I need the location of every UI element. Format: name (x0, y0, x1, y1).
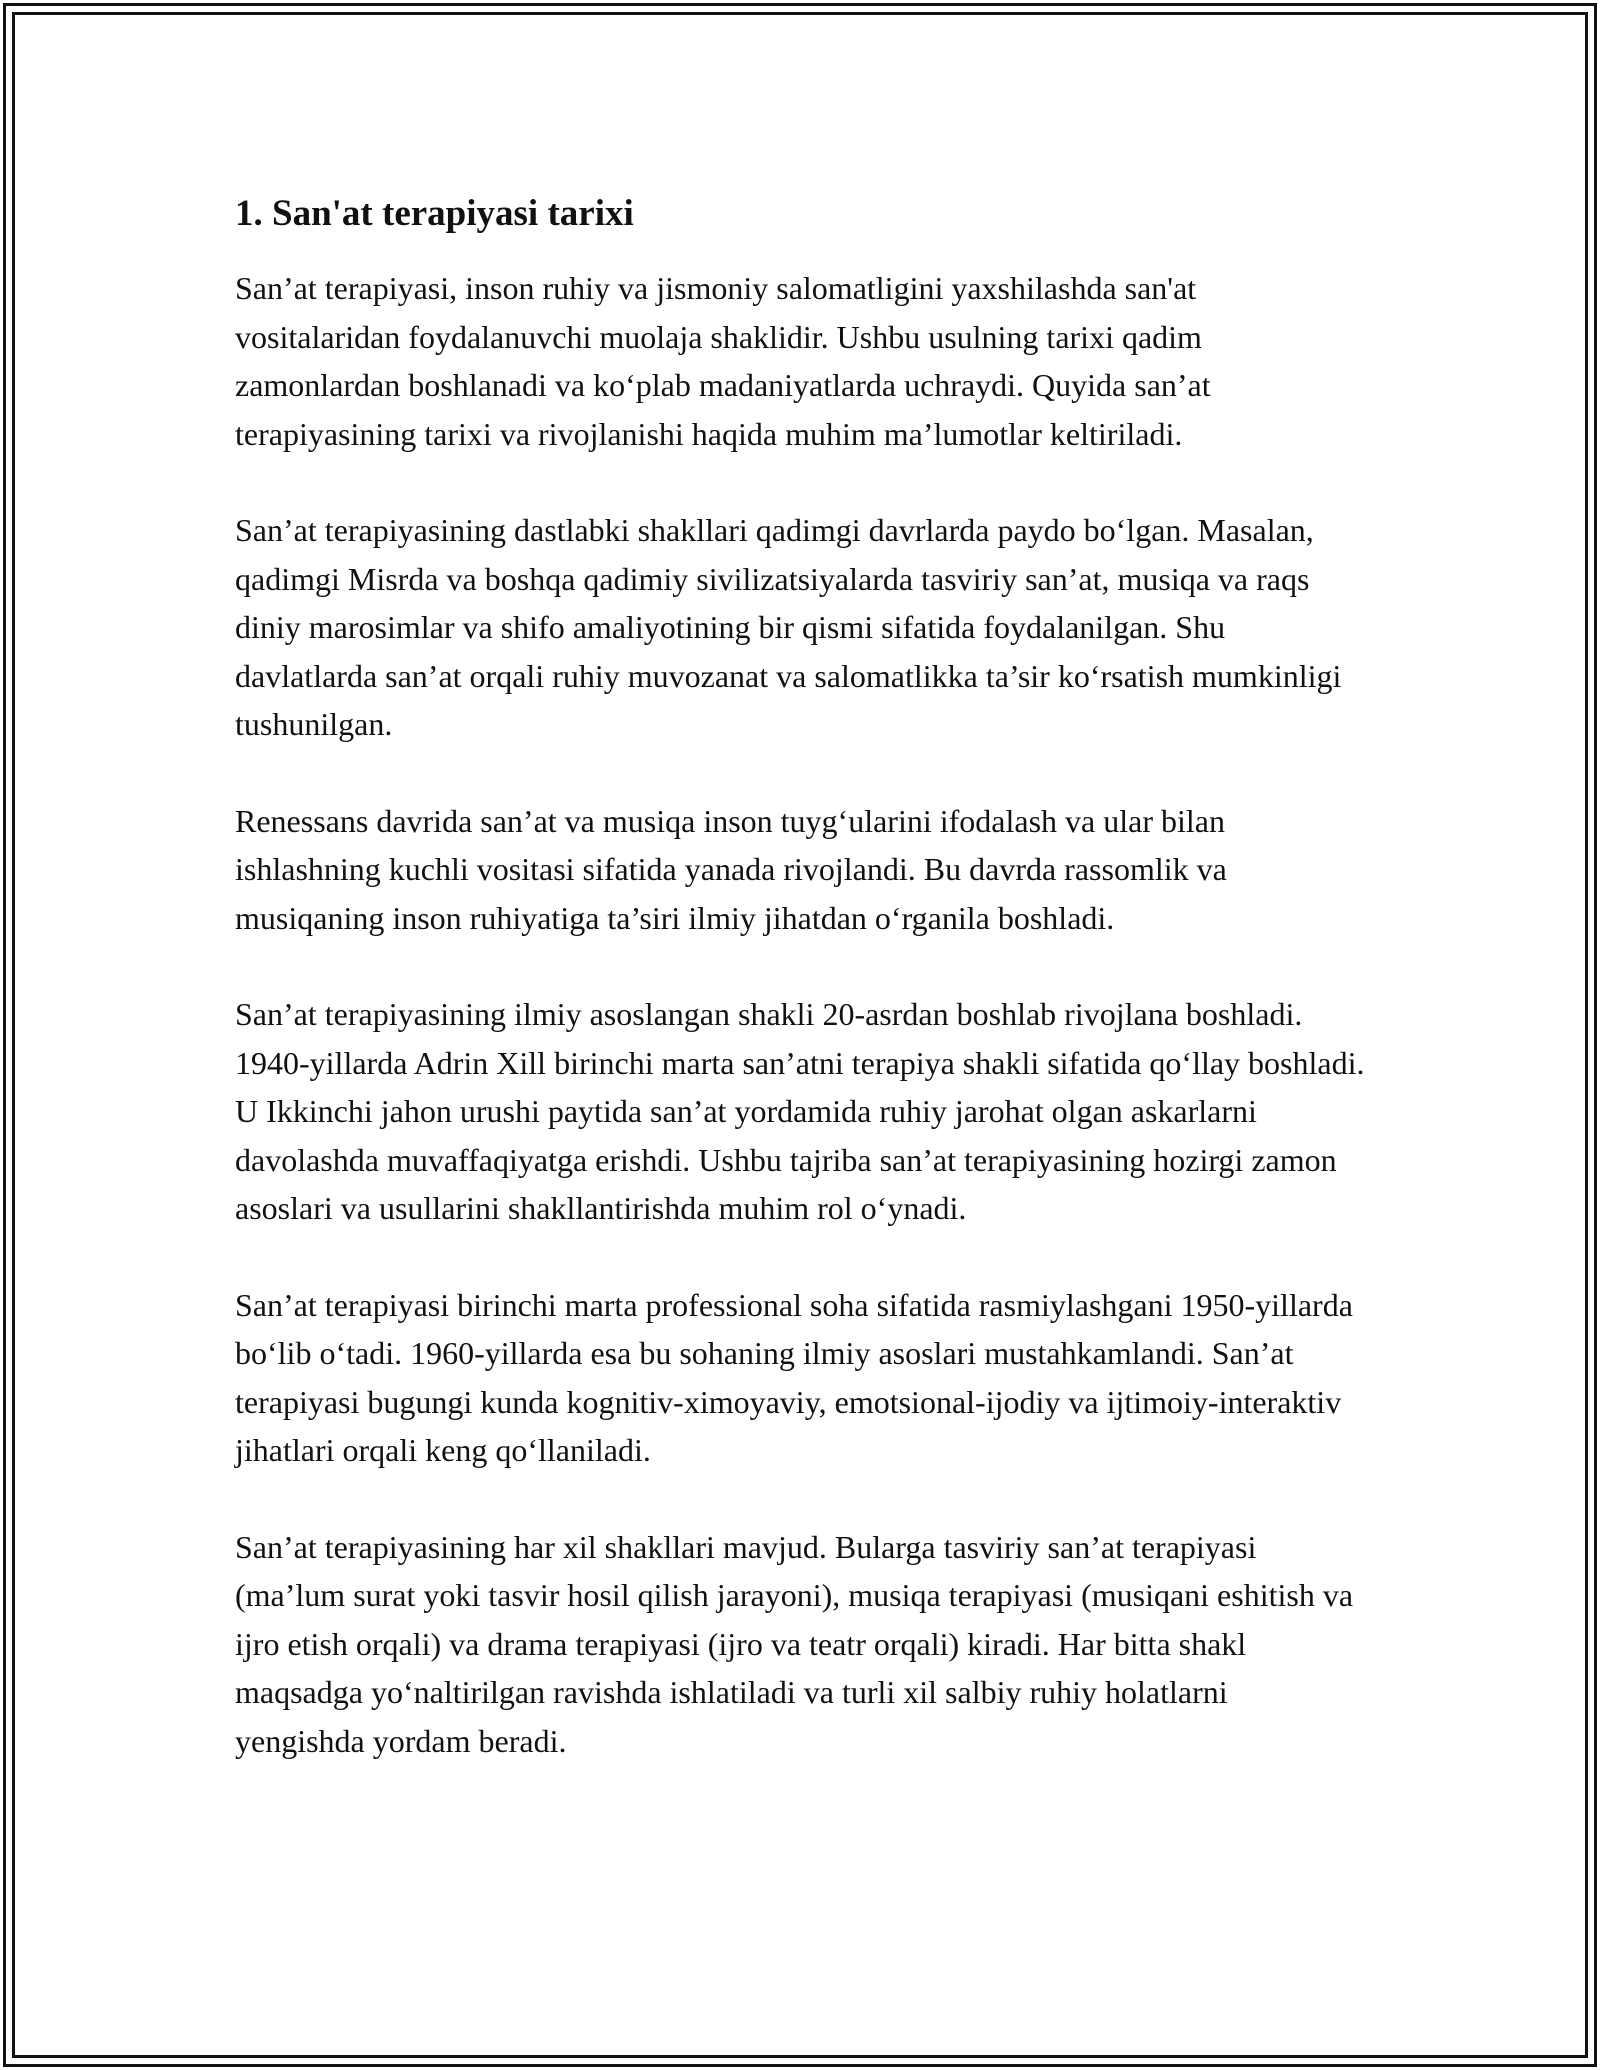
section-heading: 1. San'at terapiyasi tarixi (235, 193, 634, 234)
paragraph-intro: San’at terapiyasi, inson ruhiy va jismoniy salomatligini yaxshilashda san'at vositalaridan foydalanuvchi muolaja shaklidir. Ushbu usulning tarixi qadim zamonlardan boshlanadi va ko‘plab madaniyatlarda uchraydi. Quyida san’at terapiyasining tarixi va rivojlanishi haqida muhim ma’lumotlar keltiriladi. (235, 270, 1211, 452)
paragraph-ancient-origins: San’at terapiyasining dastlabki shakllari qadimgi davrlarda paydo bo‘lgan. Masalan, qadimgi Misrda va boshqa qadimiy sivilizatsiyalarda tasviriy san’at, musiqa va raqs diniy marosimlar va shifo amaliyotining bir qismi sifatida foydalanilgan. Shu davlatlarda san’at orqali ruhiy muvozanat va salomatlikka ta’sir ko‘rsatish mumkinligi tushunilgan. (235, 512, 1342, 742)
document-body (235, 188, 1365, 1813)
paragraph-forms: San’at terapiyasining har xil shakllari mavjud. Bularga tasviriy san’at terapiyasi (ma’lum surat yoki tasvir hosil qilish jarayoni), musiqa terapiyasi (musiqani eshitish va ijro etish orqali) va drama terapiyasi (ijro va teatr orqali) kiradi. Har bitta shakl maqsadga yo‘naltirilgan ravishda ishlatiladi va turli xil salbiy ruhiy holatlarni yengishda yordam beradi. (235, 1528, 1354, 1759)
paragraph-20th-century: San’at terapiyasining ilmiy asoslangan shakli 20-asrdan boshlab rivojlana boshladi. 1940-yillarda Adrin Xill birinchi marta san’atni terapiya shakli sifatida qo‘llay boshladi. U Ikkinchi jahon urushi paytida san’at yordamida ruhiy jarohat olgan askarlarni davolashda muvaffaqiyatga erishdi. Ushbu tajriba san’at terapiyasining hozirgi zamon asoslari va usullarini shakllantirishda muhim rol o‘ynadi. (235, 996, 1365, 1226)
paragraph-renaissance: Renessans davrida san’at va musiqa inson tuyg‘ularini ifodalash va ular bilan ishlashning kuchli vositasi sifatida yanada rivojlandi. Bu davrda rassomlik va musiqaning inson ruhiyatiga ta’siri ilmiy jihatdan o‘rganila boshladi. (235, 802, 1227, 936)
paragraph-professionalization: San’at terapiyasi birinchi marta professional soha sifatida rasmiylashgani 1950-yillarda bo‘lib o‘tadi. 1960-yillarda esa bu sohaning ilmiy asoslari mustahkamlandi. San’at terapiyasi bugungi kunda kognitiv-ximoyaviy, emotsional-ijodiy va ijtimoiy-interaktiv jihatlari orqali keng qo‘llaniladi. (235, 1286, 1353, 1468)
